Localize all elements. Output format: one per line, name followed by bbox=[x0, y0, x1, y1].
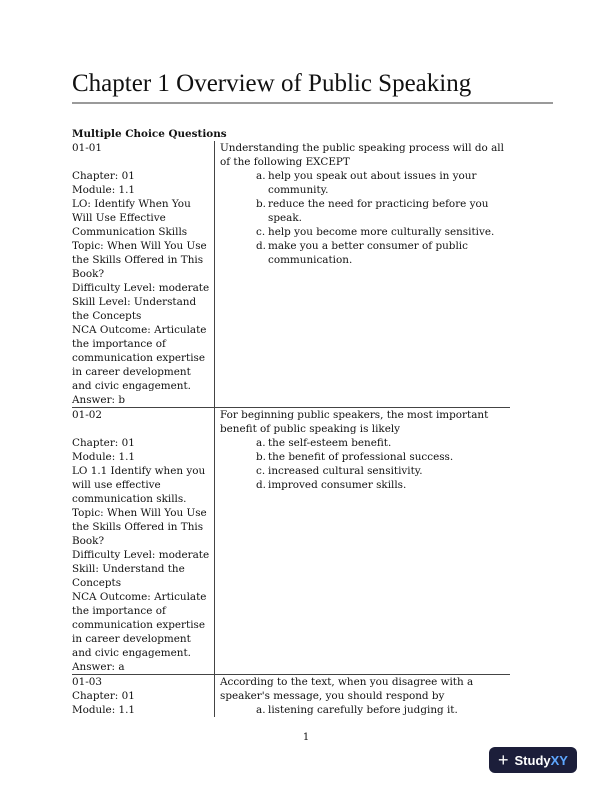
question-row bbox=[72, 141, 510, 408]
option-letter: c. bbox=[256, 226, 266, 238]
meta-line: the Skills Offered in This bbox=[72, 254, 204, 266]
meta-line: and civic engagement. bbox=[72, 380, 191, 392]
question-id: 01-02 bbox=[72, 409, 102, 421]
meta-line: the importance of bbox=[72, 605, 166, 617]
meta-line: Module: 1.1 bbox=[72, 184, 136, 196]
option-text: listening carefully before judging it. bbox=[268, 704, 458, 716]
brand-accent: XY bbox=[550, 752, 568, 768]
meta-line: Topic: When Will You Use bbox=[72, 507, 207, 519]
answer-option bbox=[220, 703, 510, 717]
answer-options bbox=[220, 703, 510, 717]
brand-main: Study bbox=[514, 752, 551, 768]
answer-options bbox=[220, 169, 510, 267]
question-id: 01-03 bbox=[72, 676, 102, 688]
option-letter: b. bbox=[256, 198, 266, 210]
option-text: improved consumer skills. bbox=[268, 479, 407, 491]
question-table bbox=[72, 141, 510, 717]
question-body-cell bbox=[215, 675, 511, 718]
meta-line: Module: 1.1 bbox=[72, 704, 136, 716]
meta-line: Chapter: 01 bbox=[72, 437, 135, 449]
meta-line: the importance of bbox=[72, 338, 166, 350]
section-heading: Multiple Choice Questions bbox=[72, 128, 227, 140]
option-letter: d. bbox=[256, 240, 266, 252]
question-stem: For beginning public speakers, the most important benefit of public speaking is likely bbox=[220, 409, 489, 435]
answer-option bbox=[220, 169, 510, 197]
meta-line: Concepts bbox=[72, 577, 122, 589]
meta-line: Module: 1.1 bbox=[72, 451, 136, 463]
meta-line: and civic engagement. bbox=[72, 647, 191, 659]
meta-line: communication expertise bbox=[72, 352, 206, 364]
question-meta-cell bbox=[72, 675, 215, 718]
answer-options bbox=[220, 436, 510, 492]
answer-option bbox=[220, 197, 510, 225]
meta-line: in career development bbox=[72, 366, 191, 378]
question-stem: Understanding the public speaking process will do all of the following EXCEPT bbox=[220, 142, 504, 168]
meta-line: NCA Outcome: Articulate bbox=[72, 591, 207, 603]
answer-option bbox=[220, 436, 510, 450]
question-id: 01-01 bbox=[72, 142, 102, 154]
meta-line: the Concepts bbox=[72, 310, 142, 322]
question-body-cell bbox=[215, 141, 511, 408]
meta-line: Difficulty Level: moderate bbox=[72, 549, 210, 561]
question-row bbox=[72, 675, 510, 718]
question-meta-cell bbox=[72, 141, 215, 408]
title-rule bbox=[72, 102, 553, 104]
option-letter: c. bbox=[256, 465, 266, 477]
answer-key: Answer: b bbox=[72, 394, 125, 406]
answer-key: Answer: a bbox=[72, 661, 125, 673]
question-row bbox=[72, 408, 510, 675]
meta-line: LO: Identify When You bbox=[72, 198, 191, 210]
chapter-title: Chapter 1 Overview of Public Speaking bbox=[72, 70, 472, 97]
page-number: 1 bbox=[302, 732, 310, 743]
option-text: reduce the need for practicing before you speak. bbox=[268, 198, 489, 224]
meta-line: Difficulty Level: moderate bbox=[72, 282, 210, 294]
option-letter: a. bbox=[256, 437, 266, 449]
option-text: the self-esteem benefit. bbox=[268, 437, 392, 449]
meta-line: Book? bbox=[72, 268, 105, 280]
meta-line: Will Use Effective bbox=[72, 212, 166, 224]
option-text: help you speak out about issues in your community. bbox=[268, 170, 477, 196]
meta-line: Communication Skills bbox=[72, 226, 188, 238]
meta-line: communication expertise bbox=[72, 619, 206, 631]
meta-line: Topic: When Will You Use bbox=[72, 240, 207, 252]
option-text: make you a better consumer of public communication. bbox=[268, 240, 468, 266]
answer-option bbox=[220, 239, 510, 267]
meta-line: Chapter: 01 bbox=[72, 690, 135, 702]
option-text: the benefit of professional success. bbox=[268, 451, 454, 463]
question-stem: According to the text, when you disagree with a speaker's message, you should respond by bbox=[220, 676, 474, 702]
question-meta-cell bbox=[72, 408, 215, 675]
option-letter: a. bbox=[256, 170, 266, 182]
option-letter: d. bbox=[256, 479, 266, 491]
meta-line: NCA Outcome: Articulate bbox=[72, 324, 207, 336]
meta-line: communication skills. bbox=[72, 493, 187, 505]
answer-option bbox=[220, 225, 510, 239]
option-letter: b. bbox=[256, 451, 266, 463]
studyxy-badge[interactable] bbox=[489, 747, 577, 773]
meta-line: Skill Level: Understand bbox=[72, 296, 197, 308]
answer-option bbox=[220, 464, 510, 478]
meta-line: Book? bbox=[72, 535, 105, 547]
option-text: help you become more culturally sensitive. bbox=[268, 226, 495, 238]
plus-icon: + bbox=[498, 750, 509, 770]
meta-line: in career development bbox=[72, 633, 191, 645]
option-letter: a. bbox=[256, 704, 266, 716]
answer-option bbox=[220, 478, 510, 492]
option-text: increased cultural sensitivity. bbox=[268, 465, 423, 477]
meta-line: Chapter: 01 bbox=[72, 170, 135, 182]
meta-line: the Skills Offered in This bbox=[72, 521, 204, 533]
question-body-cell bbox=[215, 408, 511, 675]
meta-line: Skill: Understand the bbox=[72, 563, 185, 575]
meta-line: LO 1.1 Identify when you bbox=[72, 465, 206, 477]
meta-line: will use effective bbox=[72, 479, 161, 491]
answer-option bbox=[220, 450, 510, 464]
